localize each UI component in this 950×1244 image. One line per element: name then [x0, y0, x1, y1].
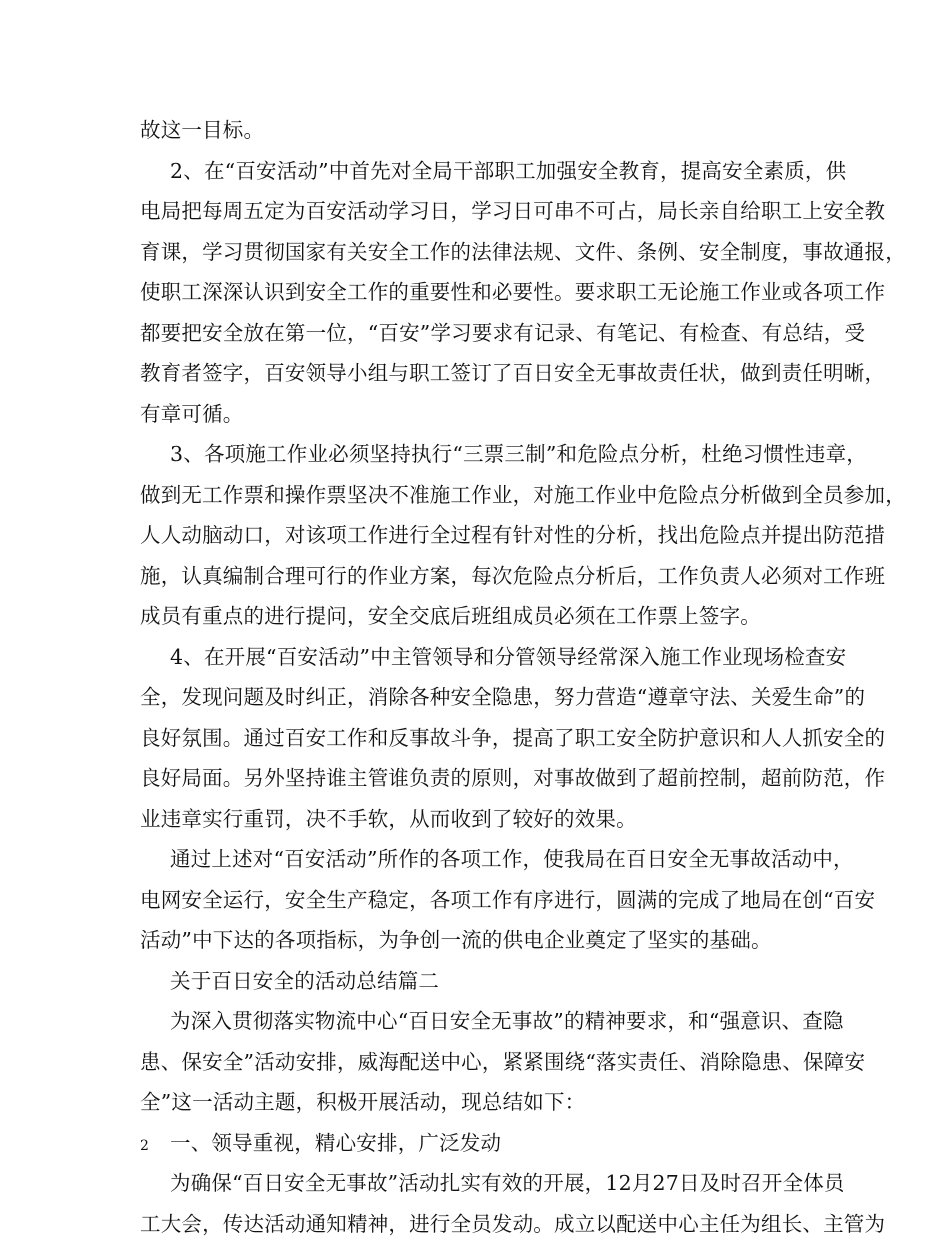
text-line: 活动”中下达的各项指标，为争创一流的供电企业奠定了坚实的基础。 [140, 920, 820, 961]
text-line: 患、保安全”活动安排，威海配送中心，紧紧围绕“落实责任、消除隐患、保障安 [140, 1042, 820, 1083]
text-line: 为确保“百日安全无事故”活动扎实有效的开展，12月27日及时召开全体员 [140, 1163, 820, 1204]
text-line: 关于百日安全的活动总结篇二 [140, 961, 820, 1002]
text-line: 故这一目标。 [140, 110, 820, 151]
text-line: 教育者签字，百安领导小组与职工签订了百日安全无事故责任状，做到责任明晰， [140, 353, 820, 394]
text-line: 一、领导重视，精心安排，广泛发动 [140, 1123, 820, 1164]
text-line: 有章可循。 [140, 394, 820, 435]
document-body [140, 110, 820, 1244]
text-line: 育课，学习贯彻国家有关安全工作的法律法规、文件、条例、安全制度，事故通报， [140, 232, 820, 273]
text-line: 都要把安全放在第一位，“百安”学习要求有记录、有笔记、有检查、有总结，受 [140, 313, 820, 354]
text-line: 3、各项施工作业必须坚持执行“三票三制”和危险点分析，杜绝习惯性违章， [140, 434, 820, 475]
text-line: 4、在开展“百安活动”中主管领导和分管领导经常深入施工作业现场检查安 [140, 637, 820, 678]
text-line: 做到无工作票和操作票坚决不准施工作业，对施工作业中危险点分析做到全员参加， [140, 475, 820, 516]
text-line: 电局把每周五定为百安活动学习日，学习日可串不可占，局长亲自给职工上安全教 [140, 191, 820, 232]
text-line: 使职工深深认识到安全工作的重要性和必要性。要求职工无论施工作业或各项工作 [140, 272, 820, 313]
text-line: 业违章实行重罚，决不手软，从而收到了较好的效果。 [140, 799, 820, 840]
text-line: 成员有重点的进行提问，安全交底后班组成员必须在工作票上签字。 [140, 596, 820, 637]
text-line: 全，发现问题及时纠正，消除各种安全隐患，努力营造“遵章守法、关爱生命”的 [140, 677, 820, 718]
text-line: 为深入贯彻落实物流中心“百日安全无事故”的精神要求，和“强意识、查隐 [140, 1001, 820, 1042]
text-line: 良好局面。另外坚持谁主管谁负责的原则，对事故做到了超前控制，超前防范，作 [140, 758, 820, 799]
text-line: 人人动脑动口，对该项工作进行全过程有针对性的分析，找出危险点并提出防范措 [140, 515, 820, 556]
text-line: 工大会，传达活动通知精神，进行全员发动。成立以配送中心主任为组长、主管为 [140, 1204, 820, 1244]
text-line: 良好氛围。通过百安工作和反事故斗争，提高了职工安全防护意识和人人抓安全的 [140, 718, 820, 759]
text-line: 施，认真编制合理可行的作业方案，每次危险点分析后，工作负责人必须对工作班 [140, 556, 820, 597]
text-line: 通过上述对“百安活动”所作的各项工作，使我局在百日安全无事故活动中， [140, 839, 820, 880]
page-number: 2 [140, 1138, 149, 1154]
text-line: 2、在“百安活动”中首先对全局干部职工加强安全教育，提高安全素质，供 [140, 151, 820, 192]
text-line: 全”这一活动主题，积极开展活动，现总结如下： [140, 1082, 820, 1123]
text-line: 电网安全运行，安全生产稳定，各项工作有序进行，圆满的完成了地局在创“百安 [140, 880, 820, 921]
